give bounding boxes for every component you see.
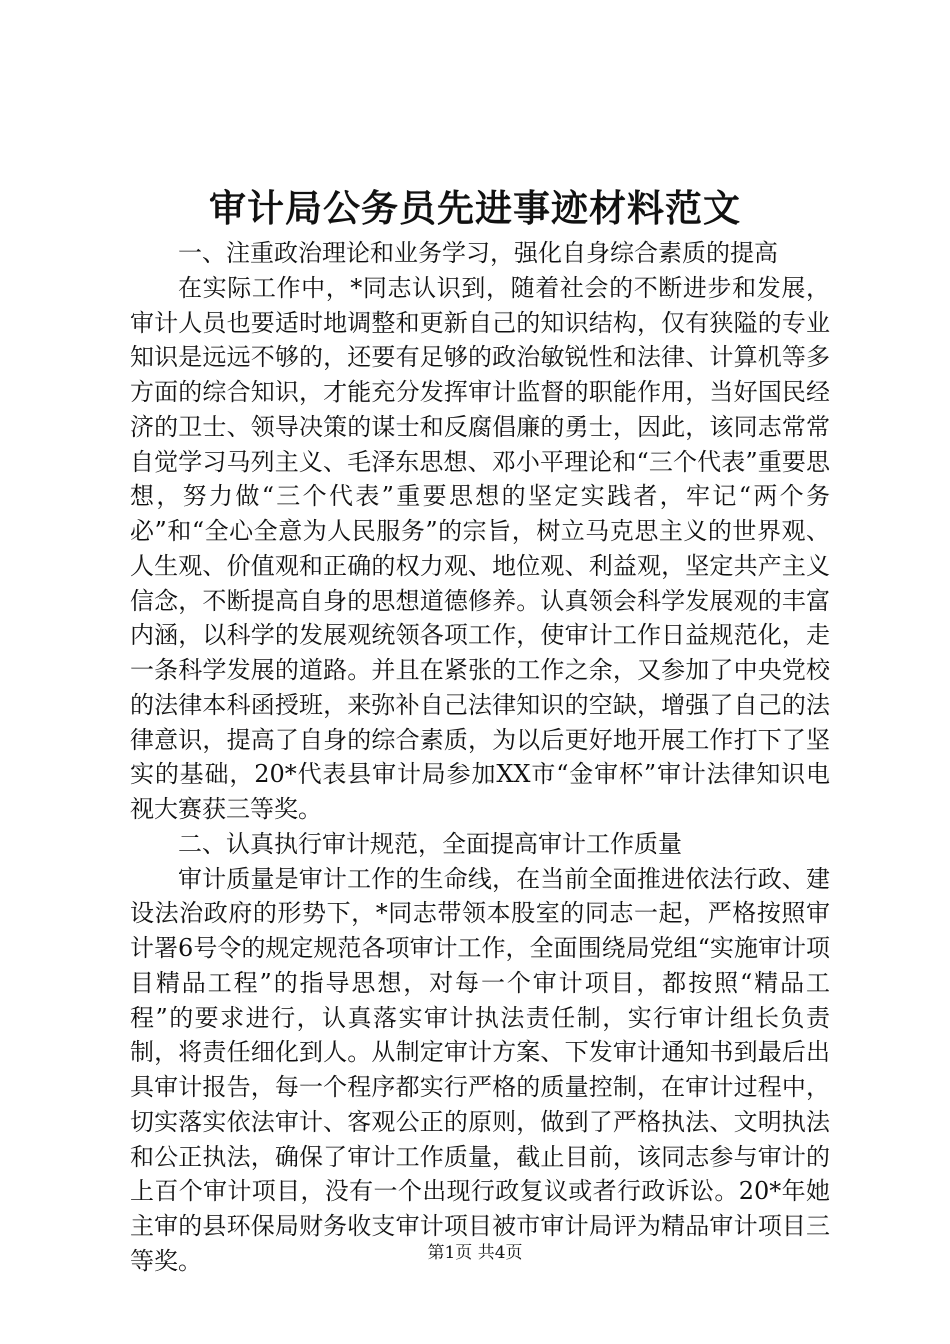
document-title: 审计局公务员先进事迹材料范文 xyxy=(209,186,741,230)
page-footer: 第1页 共4页 xyxy=(427,1243,523,1263)
section-paragraph-2: 审计质量是审计工作的生命线，在当前全面推进依法行政、建设法治政府的形势下，*同志带领本股室的同志一起，严格按照审计署6号令的规定规范各项审计工作，全面围绕局党组“实施审计项目精品工程”的指导思想，对每一个审计项目，都按照“精品工程”的要求进行，认真落实审计执法责任制，实行审计组长负责制，将责任细化到人。从制定审计方案、下发审计通知书到最后出具审计报告，每一个程序都实行严格的质量控制，在审计过程中，切实落实依法审计、客观公正的原则，做到了严格执法、文明执法和公正执法，确保了审计工作质量，截止目前，该同志参与审计的上百个审计项目，没有一个出现行政复议或者行政诉讼。20*年她主审的县环保局财务收支审计项目被市审计局评为精品审计项目三等奖。 xyxy=(130,864,830,1275)
section-paragraph-1: 在实际工作中，*同志认识到，随着社会的不断进步和发展，审计人员也要适时地调整和更新自己的知识结构，仅有狭隘的专业知识是远远不够的，还要有足够的政治敏锐性和法律、计算机等多方面的综合知识，才能充分发挥审计监督的职能作用，当好国民经济的卫士、领导决策的谋士和反腐倡廉的勇士，因此，该同志常常自觉学习马列主义、毛泽东思想、邓小平理论和“三个代表”重要思想，努力做“三个代表”重要思想的坚定实践者，牢记“两个务必”和“全心全意为人民服务”的宗旨，树立马克思主义的世界观、人生观、价值观和正确的权力观、地位观、利益观，坚定共产主义信念，不断提高自身的思想道德修养。认真领会科学发展观的丰富内涵，以科学的发展观统领各项工作，使审计工作日益规范化，走一条科学发展的道路。并且在紧张的工作之余，又参加了中央党校的法律本科函授班，来弥补自己法律知识的空缺，增强了自己的法律意识，提高了自身的综合素质，为以后更好地开展工作打下了坚实的基础，20*代表县审计局参加XX市“金审杯”审计法律知识电视大赛获三等奖。 xyxy=(130,273,830,823)
document-body xyxy=(130,236,830,1279)
section-heading-2: 二、认真执行审计规范，全面提高审计工作质量 xyxy=(178,829,682,858)
section-heading-1: 一、注重政治理论和业务学习，强化自身综合素质的提高 xyxy=(178,239,778,267)
